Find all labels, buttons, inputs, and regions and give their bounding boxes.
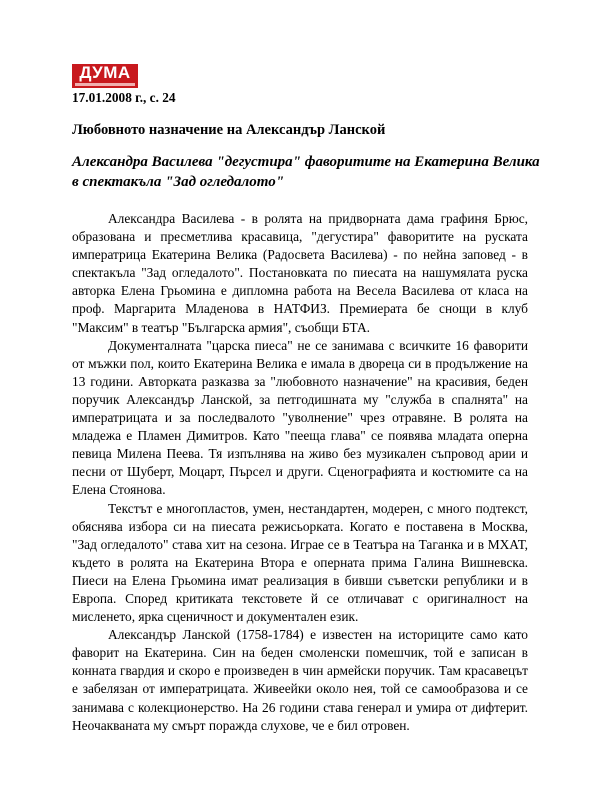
dateline: 17.01.2008 г., с. 24	[72, 90, 176, 105]
article-headline: Любовното назначение на Александър Ланской	[72, 122, 386, 138]
logo-wordmark: ДУМА	[79, 63, 131, 82]
article-subheadline: Александра Василева "дегустира" фаворитите на Екатерина Велика в спектакъла "Зад огледалото"	[72, 154, 540, 190]
paragraph: Александра Василева - в ролята на придворната дама графиня Брюс, образована и пресметлива красавица, "дегустира" фаворитите на руската императрица Екатерина Велика (Радосвета Василева) - по нейна заповед - в спектакъла "Зад огледалото". Постановката по пиесата на нашумялата руска авторка Елена Грьомина е дипломна работа на Весела Василева от класа на проф. Маргарита Младенова в НАТФИЗ. Премиерата бе снощи в клуб "Максим" в театър "Българска армия", съобщи БТА.	[72, 211, 528, 335]
paragraph: Текстът е многопластов, умен, нестандартен, модерен, с много подтекст, обяснява избора си на пиесата режисьорката. Когато е поставена в Москва, "Зад огледалото" става хит на сезона. Играе се в Театъра на Таганка и в МХАТ, където в ролята на Екатерина Втора е оперната прима Галина Вишневска. Пиеси на Елена Грьомина имат реализация в бивши съветски републики и в Европа. Според критиката текстовете й се отличават с оригиналност на мисленето, ярка сценичност и документален език.	[72, 500, 528, 625]
logo-underline	[75, 83, 135, 86]
newspaper-logo	[72, 64, 138, 88]
paragraph: Документалната "царска пиеса" не се занимава с всичките 16 фаворити от мъжки пол, които Екатерина Велика е имала в двореца си в продължение на 13 години. Авторката разказва за "любовното назначение" на красивия, беден поручик Александър Ланской, за петгодишната му "служба в спалнята" на императрицата и за последвалото "уволнение" чрез отравяне. В ролята на младежа е Пламен Димитров. Като "пееща глава" се появява младата оперна певица Милена Пеева. Тя изпълнява на живо без музикален съпровод арии и песни от Шуберт, Моцарт, Пърсел и други. Сценографията и костюмите са на Елена Стоянова.	[72, 337, 528, 498]
paragraph: Александър Ланской (1758-1784) е известен на историците само като фаворит на Екатерина. Син на беден смоленски помешчик, той е записан в конната гвардия и скоро е произведен в чин армейски поручик. Там красавецът е забелязан от императрицата. Живеейки около нея, той се самообразова и се занимава с колекционерство. На 26 години става генерал и умира от дифтерит. Неочакваната му смърт поражда слухове, че е бил отровен.	[72, 627, 528, 733]
article-body	[72, 210, 528, 735]
